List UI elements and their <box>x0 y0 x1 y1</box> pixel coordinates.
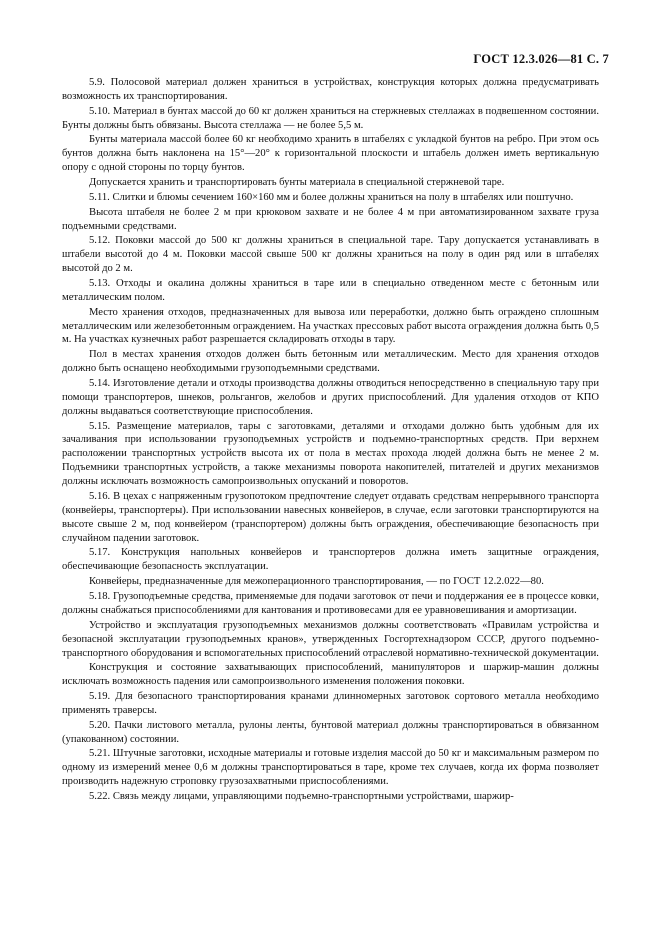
paragraph-5-9: 5.9. Полосовой материал должен храниться в устройствах, конструкция которых должна предусматривать возможность их транспортирования. <box>62 77 599 102</box>
paragraph-5-22: 5.22. Связь между лицами, управляющими подъемно-транспортными устройствами, шаржир- <box>89 791 514 803</box>
paragraph-5-13-storage: Место хранения отходов, предназначенных для вывоза или переработки, должно быть ограждено сплошным металлическим или железобетонным ограждением. На участках прессовых работ высота ограждения должна быть 0,5 м. На участках кузнечных работ разрешается складировать отходы в тару. <box>62 306 599 346</box>
paragraph-5-21: 5.21. Штучные заготовки, исходные материалы и готовые изделия массой до 50 кг и максимальным размером по одному из измерений менее 0,6 м должны транспортироваться в таре, кроме тех случаев, когда их форма позволяет производить надежную строповку грузозахватными приспособлениями. <box>62 748 599 788</box>
paragraph-5-17: 5.17. Конструкция напольных конвейеров и транспортеров должна иметь защитные ограждения, обеспечивающие безопасность эксплуатации. <box>62 547 599 573</box>
page-header: ГОСТ 12.3.026—81 С. 7 <box>473 52 609 66</box>
document-body <box>62 76 599 804</box>
paragraph-5-19: 5.19. Для безопасного транспортирования кранами длинномерных заготовок сортового металла необходимо применять траверсы. <box>62 691 599 716</box>
paragraph-5-10: 5.10. Материал в бунтах массой до 60 кг должен храниться на стержневых стеллажах в подвешенном состоянии. Бунты должны быть обвязаны. Высота стеллажа — не более 5,5 м. <box>62 105 599 131</box>
paragraph-5-12: 5.12. Поковки массой до 500 кг должны храниться в специальной таре. Тару допускается устанавливать в штабели высотой до 4 м. Поковки массой свыше 500 кг должны храниться на полу в один ряд или в штабелях высотой до 2 м. <box>62 235 599 275</box>
paragraph-5-17-conveyors: Конвейеры, предназначенные для межоперационного транспортирования, — по ГОСТ 12.2.022—80. <box>89 576 544 588</box>
paragraph-5-14: 5.14. Изготовление детали и отходы производства должны отводиться непосредственно в специальную тару при помощи транспортеров, шнеков, рольгангов, желобов и других приспособлений. Для удаления отходов от КПО должны выдаваться соответствующие приспособления. <box>62 377 599 417</box>
paragraph-5-18-rules: Устройство и эксплуатация грузоподъемных механизмов должны соответствовать «Правилам устройства и безопасной эксплуатации грузоподъемных кранов», утвержденных Госгортехнадзором СССР, другого подъемно-транспортного оборудования и вспомогательных приспособлений отраслевой нормативно-технической документации. <box>62 619 599 659</box>
paragraph-5-10-tare: Допускается хранить и транспортировать бунты материала в специальной стержневой таре. <box>89 177 505 189</box>
paragraph-5-18: 5.18. Грузоподъемные средства, применяемые для подачи заготовок от печи и поддержания ее в процессе ковки, должны снабжаться приспособлениями для кантования и противовесами для ее уравновешивания и амортизации. <box>62 590 599 616</box>
paragraph-5-20: 5.20. Пачки листового металла, рулоны ленты, бунтовой материал должны транспортироваться в обвязанном (упакованном) состоянии. <box>62 719 599 745</box>
paragraph-5-13: 5.13. Отходы и окалина должны храниться в таре или в специально отведенном месте с бетонным или металлическим полом. <box>62 277 599 303</box>
paragraph-5-13-floor: Пол в местах хранения отходов должен быть бетонным или металлическим. Место для хранения отходов должно быть оснащено необходимыми грузоподъемными средствами. <box>62 349 599 375</box>
paragraph-5-11-height: Высота штабеля не более 2 м при крюковом захвате и не более 4 м при автоматизированном захвате груза подъемными средствами. <box>62 206 599 232</box>
paragraph-5-18-grips: Конструкция и состояние захватывающих приспособлений, манипуляторов и шаржир-машин должны исключать возможность падения или самопроизвольного изменения положения поковки. <box>62 662 599 688</box>
paragraph-5-16: 5.16. В цехах с напряженным грузопотоком предпочтение следует отдавать средствам непрерывного транспорта (конвейеры, транспортеры). При использовании навесных конвейеров, в случае, если заготовки транспортируются на высоте свыше 2 м, под конвейером (транспортером) должны быть ограждения, обеспечивающие безопасность при случайном падении заготовок. <box>62 490 599 544</box>
paragraph-5-11: 5.11. Слитки и блюмы сечением 160×160 мм и более должны храниться на полу в штабелях или поштучно. <box>89 191 574 203</box>
paragraph-5-10-bunts: Бунты материала массой более 60 кг необходимо хранить в штабелях с укладкой бунтов на ребро. При этом ось бунтов должна быть наклонена на 15°—20° к горизонтальной плоскости и штабель должен иметь вертикальную опору с одной стороны по торцу бунтов. <box>62 134 599 174</box>
paragraph-5-15: 5.15. Размещение материалов, тары с заготовками, деталями и отходами должно быть удобным для их зачаливания при использовании грузоподъемных устройств и подъемно-транспортных средств. При верхнем расположении транспортных устройств высота их от пола в местах прохода людей должна быть не менее 2 м. Подъемники транспортных устройств, а также механизмы поворота накопителей, питателей и других механизмов должны исключать возможность самопроизвольных опусканий и поворотов. <box>62 420 599 488</box>
